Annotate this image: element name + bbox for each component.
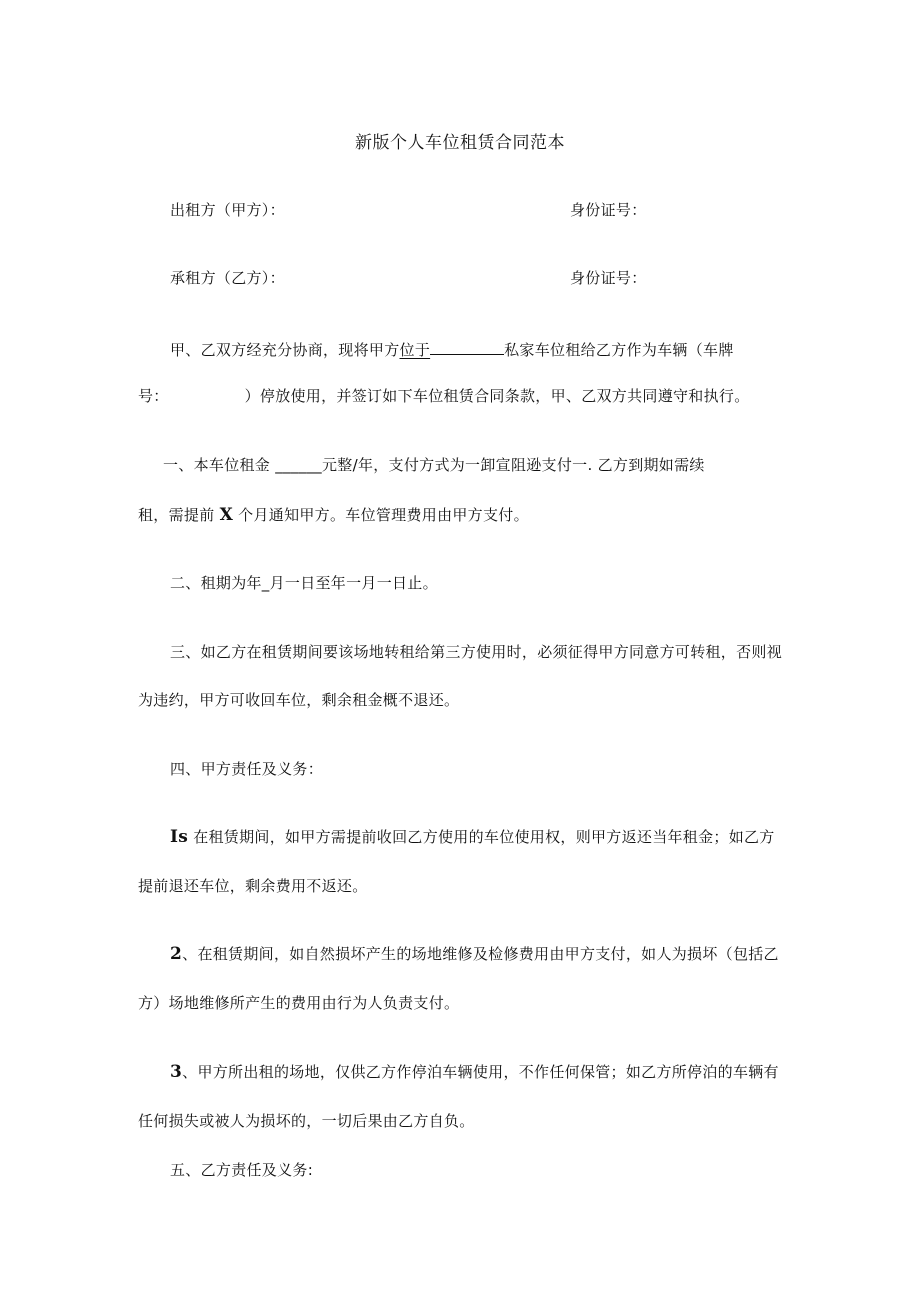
clause-4-heading: 四、甲方责任及义务： [170,760,324,778]
clause-5-heading: 五、乙方责任及义务: [170,1161,314,1179]
clause-4-item-2-line-2: 方）场地维修所产生的费用由行为人负责支付。 [138,994,460,1012]
rent-blank: ______ [275,456,322,474]
intro-text-c: ）停放使用，并签订如下车位租赁合同条款，甲、乙双方共同遵守和执行。 [244,387,750,405]
location-blank [430,338,504,355]
intro-line-1 [170,338,734,360]
intro-text-b: 私家车位租给乙方作为车辆（车牌 [504,341,734,359]
lessee-label: 承租方（乙方）： [170,269,285,287]
intro-line-2 [138,386,750,406]
clause-1-line-1 [163,455,705,475]
item-2-text-a: 、在租赁期间，如自然损坏产生的场地维修及检修费用由甲方支付，如人为损坏（包括乙 [182,945,779,963]
item-1-number: Is [170,827,189,847]
document-title: 新版个人车位租赁合同范本 [355,133,565,153]
item-1-text-a: 在租赁期间，如甲方需提前收回乙方使用的车位使用权，则甲方返还当年租金；如乙方 [193,828,775,846]
lessor-label: 出租方（甲方）： [170,201,285,219]
clause-4-item-3-line-2: 任何损失或被人为损坏的，一切后果由乙方自负。 [138,1112,475,1130]
clause-2: 二、租期为年_月一日至年一月一日止。 [170,574,438,592]
clause-3-line-2: 为违约，甲方可收回车位，剩余租金概不退还。 [138,691,460,709]
clause-1-text-b: 元整/年，支付方式为一卸宣阻逊支付一. 乙方到期如需续 [322,456,705,474]
clause-1-text-d: 个月通知甲方。车位管理费用由甲方支付。 [238,506,529,524]
intro-text-a: 甲、乙双方经充分协商，现将甲方 [170,341,400,359]
clause-1-text-a: 一、本车位租金 [163,456,271,474]
clause-4-item-3-line-1 [170,1062,779,1082]
clause-1-line-2 [138,505,529,525]
clause-4-item-1-line-2: 提前退还车位，剩余费用不返还。 [138,877,368,895]
clause-3-line-1: 三、如乙方在租赁期间要该场地转租给第三方使用时，必须征得甲方同意方可转租，否则视 [170,643,783,661]
lessee-id-label: 身份证号： [570,269,647,287]
item-3-text-a: 、甲方所出租的场地，仅供乙方作停泊车辆使用，不作任何保管；如乙方所停泊的车辆有 [182,1063,779,1081]
plate-label: 号： [138,387,169,405]
item-2-number: 2 [170,944,183,964]
intro-location-underlined: 位于 [399,341,431,359]
clause-4-item-2-line-1 [170,944,779,964]
clause-4-item-1-line-1 [170,827,775,847]
lessor-id-label: 身份证号： [570,201,647,219]
item-3-number: 3 [170,1062,183,1082]
clause-1-text-c: 租，需提前 [138,506,215,524]
notice-months-x: X [219,505,234,525]
